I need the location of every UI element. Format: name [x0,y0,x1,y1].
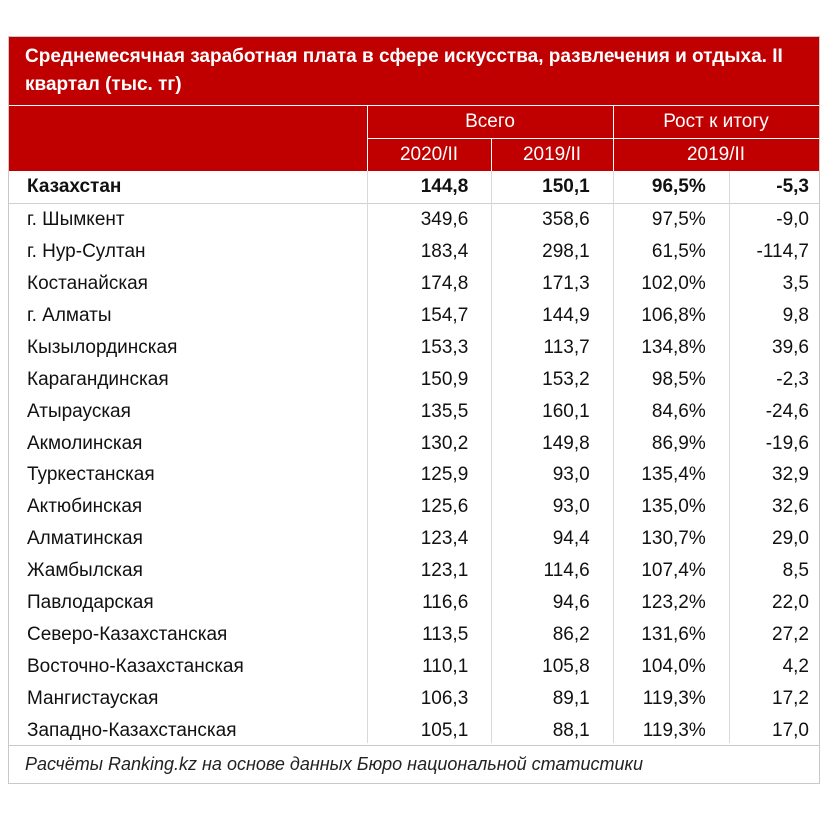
region-name: Северо-Казахстанская [27,623,228,645]
col-divider-1 [367,171,368,743]
value-2020: 106,3 [420,687,469,709]
value-2020: 174,8 [420,273,469,295]
growth-percent: 61,5% [651,241,706,263]
region-name: г. Алматы [27,305,112,326]
table-row [9,714,819,746]
salary-table [9,171,819,746]
value-2020: 150,9 [420,368,469,390]
value-2020: 144,8 [361,171,482,203]
table-row [9,363,819,395]
value-2020: 154,7 [420,305,469,326]
value-2019: 94,4 [552,528,590,550]
growth-diff: 32,9 [772,464,809,486]
growth-diff: -24,6 [765,400,809,422]
table-row [9,236,819,268]
source-note: Расчёты Ranking.kz на основе данных Бюро национальной статистики [9,745,819,783]
value-2020: 123,1 [420,560,469,582]
region-name: Жамбылская [27,560,143,582]
region-name: Туркестанская [27,464,155,486]
header-group-growth: Рост к итогу [663,111,769,132]
growth-percent: 98,5% [651,368,706,390]
region-name: Костанайская [27,273,148,295]
growth-percent: 102,0% [641,273,706,295]
region-name: г. Нур-Султан [27,241,146,263]
table-row [9,682,819,714]
region-name: Атырауская [27,400,131,422]
growth-diff: -9,0 [776,209,809,231]
region-name: Казахстан [9,171,361,203]
region-name: Карагандинская [27,368,169,390]
growth-diff: -2,3 [776,368,809,390]
growth-diff: 17,2 [772,687,809,709]
region-name: Кызылординская [27,336,178,358]
growth-percent: 130,7% [641,528,706,550]
region-name: Мангистауская [27,687,159,709]
growth-diff: 39,6 [772,336,809,358]
value-2019: 160,1 [542,400,590,422]
region-name: Западно-Казахстанская [27,719,237,741]
value-2019: 89,1 [552,687,590,709]
growth-percent: 119,3% [642,687,706,709]
region-name: Восточно-Казахстанская [27,655,244,677]
value-2019: 171,3 [542,273,590,295]
value-2020: 125,6 [420,496,469,518]
region-name: г. Шымкент [27,209,125,231]
value-2019: 113,7 [543,336,590,358]
value-2020: 135,5 [420,400,469,422]
value-2019: 144,9 [542,305,590,326]
value-2020: 349,6 [420,209,469,231]
growth-percent: 135,4% [641,464,706,486]
value-2019: 150,1 [482,171,603,203]
growth-diff: 9,8 [782,305,809,326]
growth-diff: 4,2 [782,655,809,677]
value-2019: 153,2 [542,368,590,390]
header-top-rule [9,105,819,106]
col-divider-4 [729,171,730,743]
value-2020: 125,9 [420,464,469,486]
growth-diff: 22,0 [772,592,809,614]
table-body [9,171,819,746]
growth-diff: 32,6 [772,496,809,518]
growth-diff: -114,7 [756,241,809,263]
table-row [9,171,819,203]
col-divider-3 [613,171,614,743]
value-2020: 130,2 [420,432,469,454]
growth-percent: 106,8% [641,305,706,326]
table-row [9,268,819,300]
header-mid-rule [367,138,819,139]
growth-diff: 17,0 [772,719,809,741]
value-2019: 93,0 [552,496,590,518]
region-name: Акмолинская [27,432,143,454]
growth-percent: 104,0% [641,655,706,677]
table-header [9,105,819,171]
header-col-2020: 2020/II [399,144,459,165]
table-row [9,523,819,555]
growth-percent: 96,5% [604,171,720,203]
growth-diff: -5,3 [720,171,819,203]
growth-percent: 86,9% [651,432,706,454]
growth-percent: 123,2% [641,592,706,614]
header-col-2019: 2019/II [522,144,582,165]
value-2019: 114,6 [543,560,590,582]
value-2020: 105,1 [420,719,469,741]
growth-diff: 29,0 [772,528,809,550]
table-row [9,650,819,682]
growth-percent: 97,5% [651,209,706,231]
table-row [9,459,819,491]
region-name: Актюбинская [27,496,143,518]
value-2020: 116,6 [422,592,469,614]
table-row [9,555,819,587]
table-row [9,395,819,427]
header-col-growth-2019: 2019/II [686,144,746,165]
table-row [9,331,819,363]
value-2020: 110,1 [422,655,469,677]
salary-table-card [8,36,820,784]
table-row [9,618,819,650]
value-2020: 153,3 [420,336,469,358]
table-row [9,427,819,459]
growth-diff: 27,2 [772,623,809,645]
value-2019: 298,1 [542,241,590,263]
growth-diff: 3,5 [782,273,809,295]
growth-percent: 135,0% [641,496,706,518]
col-divider-2 [491,171,492,743]
value-2019: 88,1 [552,719,590,741]
table-row [9,203,819,235]
table-title: Среднемесячная заработная плата в сфере искусства, развлечения и отдыха. II квартал (тыс. тг) [9,37,819,105]
growth-percent: 134,8% [641,336,706,358]
value-2019: 358,6 [542,209,590,231]
growth-diff: 8,5 [782,560,809,582]
value-2019: 105,8 [542,655,590,677]
value-2019: 94,6 [552,592,590,614]
value-2020: 123,4 [420,528,469,550]
growth-diff: -19,6 [765,432,809,454]
value-2019: 86,2 [552,623,590,645]
value-2019: 93,0 [552,464,590,486]
value-2020: 183,4 [420,241,469,263]
region-name: Павлодарская [27,592,154,614]
header-group-total: Всего [465,111,515,132]
table-row [9,491,819,523]
value-2020: 113,5 [422,623,469,645]
growth-percent: 131,6% [641,623,706,645]
table-row [9,300,819,332]
value-2019: 149,8 [542,432,590,454]
table-row [9,587,819,619]
growth-percent: 107,4% [641,560,706,582]
growth-percent: 119,3% [642,719,706,741]
region-name: Алматинская [27,528,143,550]
growth-percent: 84,6% [651,400,706,422]
